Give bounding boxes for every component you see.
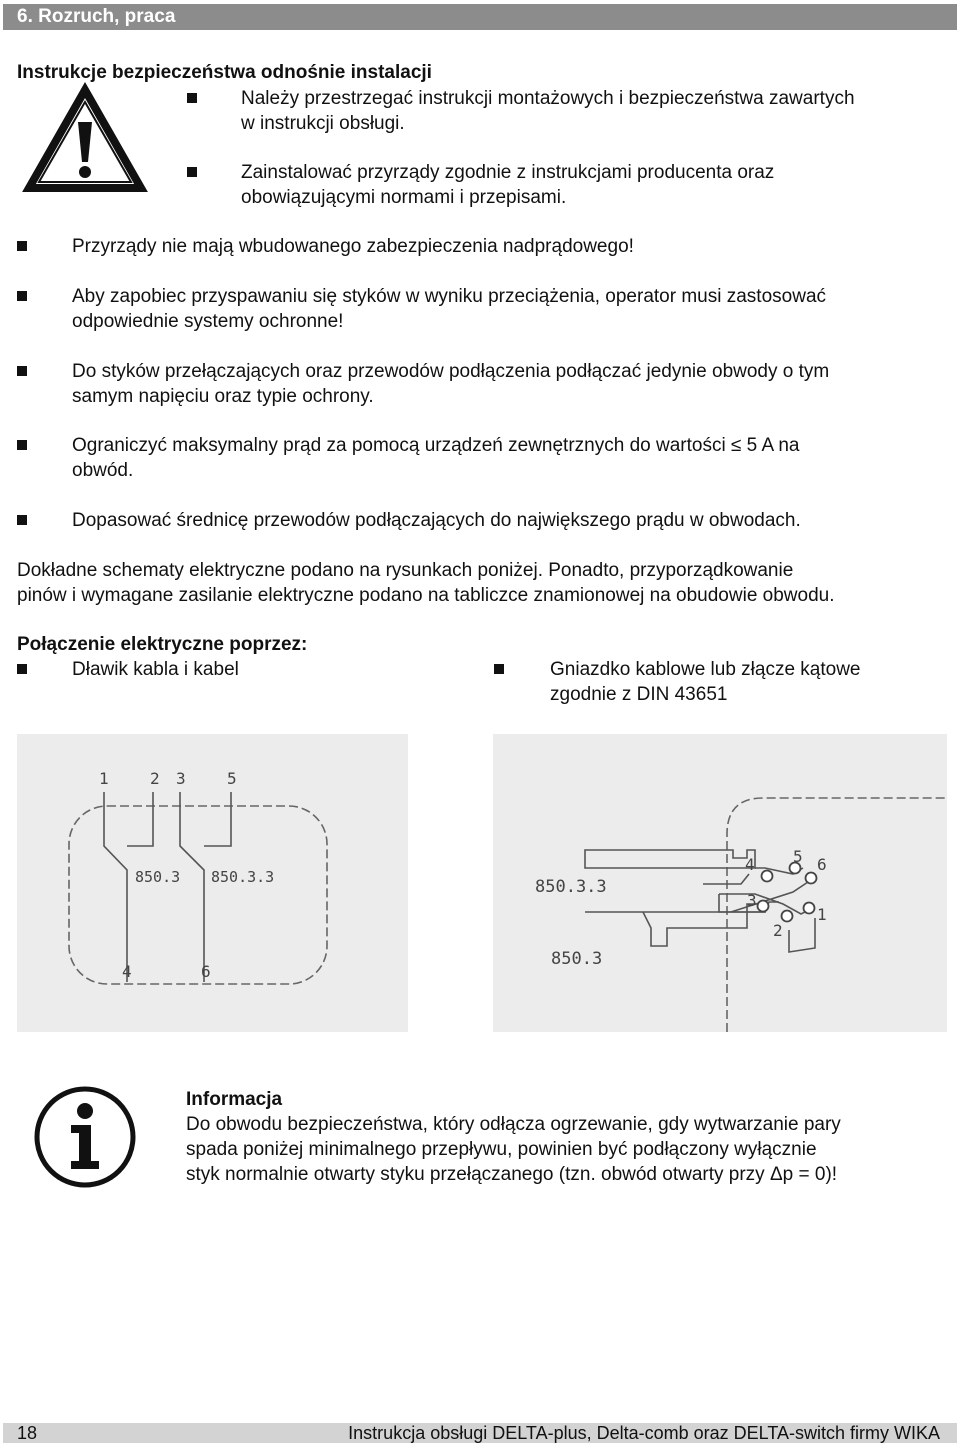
pin-label-3: 3 <box>176 769 186 788</box>
pin-label-4: 4 <box>122 962 132 981</box>
schematics-paragraph-line-2: pinów i wymagane zasilanie elektryczne podano na tabliczce znamionowej na obudowie obwodu. <box>17 585 835 606</box>
pin-label-5: 5 <box>793 847 803 866</box>
connection-heading: Połączenie elektryczne poprzez: <box>17 634 308 655</box>
contact-label-850-3: 850.3 <box>135 868 181 886</box>
info-icon <box>33 1085 137 1189</box>
bullet-icon <box>187 93 197 103</box>
pin-label-1: 1 <box>817 905 827 924</box>
contact-label-850-3-3: 850.3.3 <box>211 868 275 886</box>
document-title: Instrukcja obsługi DELTA-plus, Delta-comb oraz DELTA-switch firmy WIKA <box>348 1423 940 1443</box>
pin-label-2: 2 <box>773 921 783 940</box>
wiring-diagram-cable-gland <box>17 734 408 1032</box>
pin-label-3: 3 <box>747 891 757 910</box>
warning-item-1-line-2: w instrukcji obsługi. <box>241 113 405 134</box>
warning-item-2-line-1: Zainstalować przyrządy zgodnie z instrukcjami producenta oraz <box>241 162 775 183</box>
info-text-line-1: Do obwodu bezpieczeństwa, który odłącza ogrzewanie, gdy wytwarzanie pary <box>186 1114 841 1135</box>
section-title: 6. Rozruch, praca <box>17 6 176 27</box>
bullet-icon <box>494 664 504 674</box>
contact-label-850-3-3: 850.3.3 <box>535 877 607 897</box>
schematics-paragraph-line-1: Dokładne schematy elektryczne podano na rysunkach poniżej. Ponadto, przyporządkowanie <box>17 560 794 581</box>
pin-label-1: 1 <box>99 769 109 788</box>
bullet-icon <box>17 366 27 376</box>
safety-item-2-line-2: odpowiednie systemy ochronne! <box>72 311 344 332</box>
warning-icon <box>25 86 145 192</box>
info-heading: Informacja <box>186 1089 283 1110</box>
pin-label-2: 2 <box>150 769 160 788</box>
bullet-icon <box>17 515 27 525</box>
connection-option-cable-gland: Dławik kabla i kabel <box>72 659 239 680</box>
safety-item-1-line-1: Przyrządy nie mają wbudowanego zabezpieczenia nadprądowego! <box>72 236 634 257</box>
page-number: 18 <box>17 1423 38 1443</box>
bullet-icon <box>17 291 27 301</box>
contact-label-850-3: 850.3 <box>551 949 603 969</box>
safety-heading: Instrukcje bezpieczeństwa odnośnie instalacji <box>17 62 432 83</box>
info-text-line-2: spada poniżej minimalnego przepływu, powinien być podłączony wyłącznie <box>186 1139 817 1160</box>
section-header <box>3 4 957 30</box>
info-text-line-3: styk normalnie otwarty styku przełączanego (tzn. obwód otwarty przy Δp = 0)! <box>186 1164 838 1185</box>
bullet-icon <box>17 241 27 251</box>
safety-item-4-line-1: Ograniczyć maksymalny prąd za pomocą urządzeń zewnętrznych do wartości ≤ 5 A na <box>72 435 800 456</box>
wiring-diagram-socket-drawing <box>493 734 947 1032</box>
connection-option-socket-line-1: Gniazdko kablowe lub złącze kątowe <box>550 659 861 680</box>
wiring-diagram-socket <box>493 734 947 1032</box>
pin-label-4: 4 <box>745 855 755 874</box>
pin-label-6: 6 <box>817 855 827 874</box>
safety-item-4-line-2: obwód. <box>72 460 134 481</box>
bullet-icon <box>187 167 197 177</box>
safety-item-2-line-1: Aby zapobiec przyspawaniu się styków w wyniku przeciążenia, operator musi zastosować <box>72 286 827 307</box>
bullet-icon <box>17 664 27 674</box>
safety-item-3-line-2: samym napięciu oraz typie ochrony. <box>72 386 374 407</box>
pin-label-5: 5 <box>227 769 237 788</box>
bullet-icon <box>17 440 27 450</box>
warning-item-1-line-1: Należy przestrzegać instrukcji montażowych i bezpieczeństwa zawartych <box>241 88 855 109</box>
safety-item-3-line-1: Do styków przełączających oraz przewodów podłączenia podłączać jedynie obwody o tym <box>72 361 830 382</box>
connection-option-socket-line-2: zgodnie z DIN 43651 <box>550 684 728 705</box>
pin-label-6: 6 <box>201 962 211 981</box>
warning-item-2-line-2: obowiązującymi normami i przepisami. <box>241 187 567 208</box>
safety-item-5-line-1: Dopasować średnicę przewodów podłączających do największego prądu w obwodach. <box>72 510 801 531</box>
wiring-diagram-cable-gland-drawing <box>17 734 408 1032</box>
